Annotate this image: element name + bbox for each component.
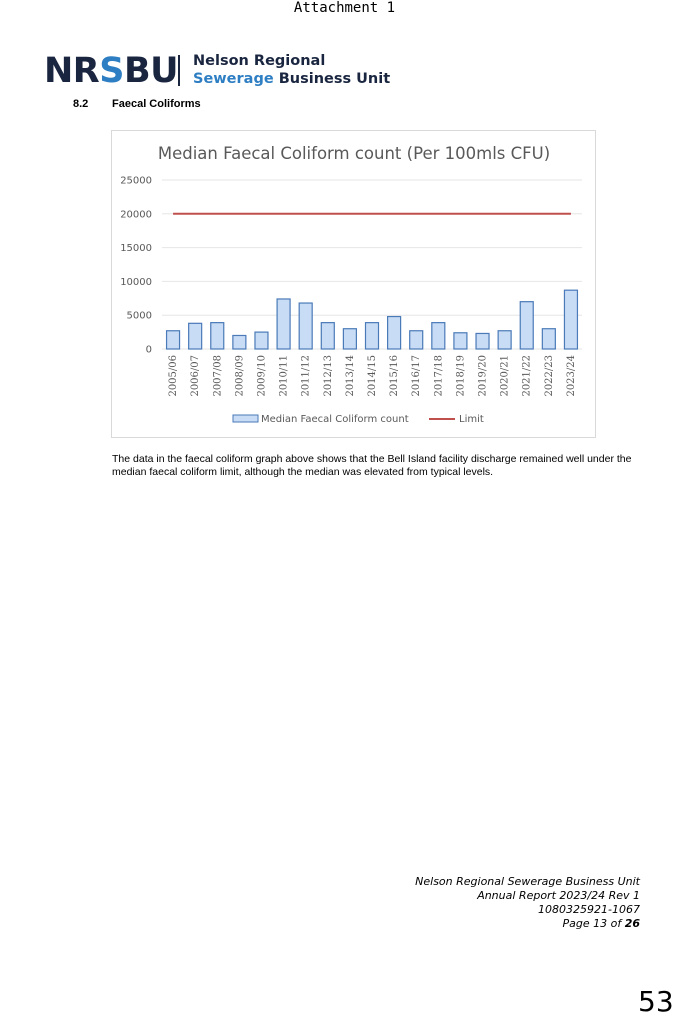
bar — [167, 331, 180, 349]
logo-mark-nr: NR — [44, 51, 100, 91]
x-tick-label: 2023/24 — [565, 355, 577, 397]
footer-doc-id: 1080325921-1067 — [538, 903, 640, 916]
bar — [498, 331, 511, 349]
footer-org: Nelson Regional Sewerage Business Unit — [415, 875, 640, 888]
bar — [233, 335, 246, 349]
bar — [476, 333, 489, 349]
footer-page — [415, 917, 640, 931]
logo-mark-bu: BU — [123, 51, 179, 91]
x-tick-label: 2006/07 — [190, 355, 202, 397]
logo-divider — [178, 55, 180, 86]
x-tick-label: 2007/08 — [212, 355, 224, 397]
bar — [343, 329, 356, 349]
x-tick-label: 2011/12 — [300, 355, 312, 397]
x-tick-label: 2021/22 — [521, 355, 533, 397]
bar — [454, 333, 467, 349]
footer-report: Annual Report 2023/24 Rev 1 — [477, 889, 640, 902]
x-tick-label: 2020/21 — [499, 355, 511, 397]
bar — [299, 303, 312, 349]
attachment-label: Attachment 1 — [293, 0, 396, 16]
footer — [415, 875, 640, 931]
bar — [564, 290, 577, 349]
logo-business-unit: Business Unit — [278, 71, 391, 87]
x-tick-label: 2012/13 — [322, 355, 334, 397]
bar — [211, 323, 224, 349]
bar — [432, 323, 445, 349]
footer-page-total: 26 — [624, 917, 640, 930]
x-tick-label: 2022/23 — [543, 355, 555, 397]
x-tick-label: 2017/18 — [433, 355, 445, 397]
logo-wordmark — [44, 52, 178, 90]
y-tick-label: 0 — [145, 344, 152, 356]
x-tick-label: 2015/16 — [389, 355, 401, 397]
bar — [366, 323, 379, 349]
legend-bar-swatch — [233, 415, 258, 422]
logo-sewerage: Sewerage — [193, 71, 274, 87]
legend-limit-label: Limit — [459, 414, 484, 425]
bar — [189, 323, 202, 349]
chart-svg — [112, 131, 597, 439]
chart-description: The data in the faecal coliform graph above shows that the Bell Island facility discharge remained well under the median faecal coliform limit, although the median was elevated from typical levels. — [112, 453, 632, 478]
bar — [277, 299, 290, 349]
logo-line-1: Nelson Regional — [193, 53, 326, 69]
x-tick-label: 2018/19 — [455, 355, 467, 397]
chart-title: Median Faecal Coliform count (Per 100mls CFU) — [157, 144, 551, 163]
logo-mark-s: S — [99, 51, 124, 91]
footer-page-prefix: Page 13 of — [562, 917, 625, 930]
x-tick-label: 2008/09 — [234, 355, 246, 397]
section-number: 8.2 — [73, 98, 89, 110]
x-tick-label: 2013/14 — [344, 355, 356, 397]
y-tick-label: 15000 — [120, 243, 152, 255]
bar — [388, 317, 401, 349]
faecal-coliform-chart — [111, 130, 596, 438]
bar — [542, 329, 555, 349]
x-tick-label: 2005/06 — [168, 355, 180, 397]
y-tick-label: 20000 — [120, 209, 152, 221]
x-tick-label: 2016/17 — [411, 355, 423, 397]
y-tick-label: 10000 — [120, 276, 152, 288]
bar — [255, 332, 268, 349]
x-tick-label: 2014/15 — [367, 355, 378, 397]
bar — [410, 331, 423, 349]
bar — [321, 323, 334, 349]
legend-bar-label: Median Faecal Coliform count — [261, 414, 409, 425]
bar — [520, 302, 533, 349]
x-tick-label: 2010/11 — [278, 355, 290, 397]
y-tick-label: 25000 — [120, 175, 152, 187]
page-number: 53 — [638, 985, 674, 1018]
section-title: Faecal Coliforms — [112, 98, 201, 110]
logo-line-2 — [193, 70, 390, 88]
y-tick-label: 5000 — [126, 310, 152, 322]
x-tick-label: 2019/20 — [477, 355, 489, 397]
x-tick-label: 2009/10 — [256, 355, 268, 397]
